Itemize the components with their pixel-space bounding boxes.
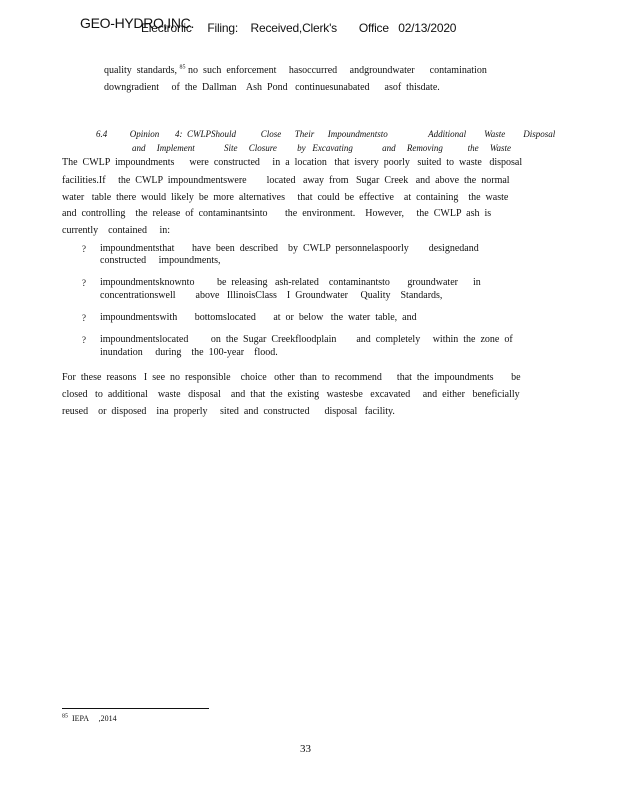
section-heading: and Implement Site Closure by Excavating and Removing the Waste (132, 143, 512, 153)
bullet-marker: ? (82, 278, 86, 288)
body-paragraph-line: water table there would likely be more alternatives that could be effective at containing the waste (62, 192, 509, 203)
header-filing-stamp: Electronic Filing: Received,Clerk's Office 02/13/2020 (141, 21, 457, 35)
footnote-reference: 85 (179, 64, 186, 71)
carryover-line-text: quality standards, (104, 65, 180, 76)
footnote-divider (62, 708, 209, 709)
section-heading: 6.4 Opinion 4: CWLPShould Close Their Impoundmentsto Additional Waste Disposal (96, 129, 556, 139)
header-company-name: GEO-HYDRO,INC. (80, 15, 195, 31)
page-number: 33 (300, 743, 311, 755)
carryover-line-text: no such enforcement hasoccurred andgroundwater contamination (185, 65, 487, 76)
body-paragraph-line: reused or disposed ina properly sited and constructed disposal facility. (62, 406, 395, 417)
body-paragraph-line: and controlling the release of contaminantsinto the environment. However, the CWLP ash is (62, 208, 492, 219)
bullet-item-line: inundation during the 100-year flood. (100, 347, 278, 358)
bullet-item-line: impoundmentslocated on the Sugar Creekfloodplain and completely within the zone of (100, 334, 513, 345)
body-paragraph-line: For these reasons I see no responsible choice other than to recommend that the impoundments be (62, 372, 521, 383)
footnote-text: IEPA ,2014 (68, 714, 117, 723)
bullet-item-line: concentrationswell above IllinoisClass I Groundwater Quality Standards, (100, 290, 443, 301)
footnote (62, 714, 117, 723)
footnote-number: 85 (62, 713, 68, 720)
bullet-item-line: impoundmentsknownto be releasing ash-related contaminantsto groundwater in (100, 277, 481, 288)
bullet-marker: ? (82, 335, 86, 345)
carryover-line (104, 65, 487, 77)
carryover-line: downgradient of the Dallman Ash Pond continuesunabated asof thisdate. (104, 82, 440, 93)
bullet-marker: ? (82, 313, 86, 323)
bullet-item-line: impoundmentswith bottomslocated at or below the water table, and (100, 312, 417, 323)
bullet-item-line: impoundmentsthat have been described by CWLP personnelaspoorly designedand (100, 243, 479, 254)
body-paragraph-line: The CWLP impoundments were constructed in a location that isvery poorly suited to waste disposal (62, 157, 523, 168)
body-paragraph-line: currently contained in: (62, 225, 171, 236)
body-paragraph-line: facilities.If the CWLP impoundmentswere located away from Sugar Creek and above the normal (62, 175, 510, 186)
bullet-marker: ? (82, 244, 86, 254)
body-paragraph-line: closed to additional waste disposal and that the existing wastesbe excavated and either beneficially (62, 389, 520, 400)
bullet-item-line: constructed impoundments, (100, 255, 221, 266)
